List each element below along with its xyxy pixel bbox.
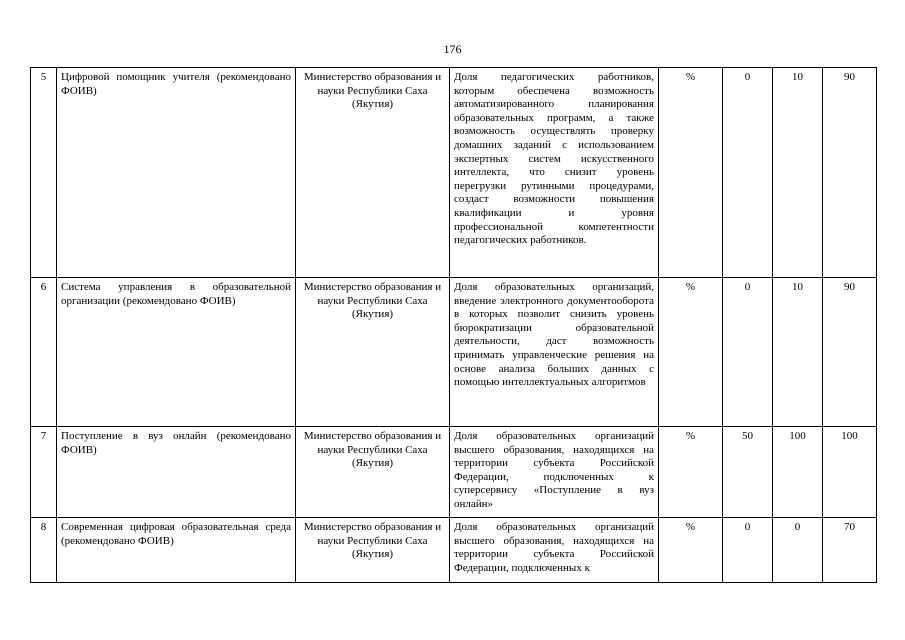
value-1: 0 <box>723 518 773 583</box>
unit: % <box>659 68 723 278</box>
indicator-description: Доля образовательных организаций, введение электронного документооборота в которых позволит снизить уровень бюрократизации образовательной деятельности, даст возможность принимать управленческие решения на основе анализа больших данных с помощью интеллектуальных алгоритмов <box>450 278 659 427</box>
value-3: 90 <box>823 278 877 427</box>
value-2: 10 <box>773 68 823 278</box>
table-row <box>31 68 877 278</box>
unit: % <box>659 427 723 518</box>
table-row <box>31 427 877 518</box>
value-3: 70 <box>823 518 877 583</box>
value-1: 0 <box>723 68 773 278</box>
value-2: 100 <box>773 427 823 518</box>
project-name: Поступление в вуз онлайн (рекомендовано ФОИВ) <box>57 427 296 518</box>
project-name: Цифровой помощник учителя (рекомендовано ФОИВ) <box>57 68 296 278</box>
project-name: Современная цифровая образовательная среда (рекомендовано ФОИВ) <box>57 518 296 583</box>
table-row <box>31 278 877 427</box>
table-row <box>31 518 877 583</box>
value-3: 90 <box>823 68 877 278</box>
value-3: 100 <box>823 427 877 518</box>
value-1: 50 <box>723 427 773 518</box>
unit: % <box>659 278 723 427</box>
row-number: 8 <box>31 518 57 583</box>
page-number: 176 <box>443 42 462 56</box>
value-2: 10 <box>773 278 823 427</box>
indicator-description: Доля педагогических работников, которым обеспечена возможность автоматизированного планирования образовательных программ, а также возможность осуществлять проверку домашних заданий с использованием экспертных систем искусственного интеллекта, что снизит уровень перегрузки рутинными процедурами, создаст возможности повышения квалификации и уровня профессиональной компетентности педагогических работников. <box>450 68 659 278</box>
row-number: 5 <box>31 68 57 278</box>
row-number: 6 <box>31 278 57 427</box>
value-1: 0 <box>723 278 773 427</box>
responsible-ministry: Министерство образования и науки Республики Саха (Якутия) <box>296 68 450 278</box>
project-name: Система управления в образовательной организации (рекомендовано ФОИВ) <box>57 278 296 427</box>
responsible-ministry: Министерство образования и науки Республики Саха (Якутия) <box>296 427 450 518</box>
unit: % <box>659 518 723 583</box>
responsible-ministry: Министерство образования и науки Республики Саха (Якутия) <box>296 518 450 583</box>
row-number: 7 <box>31 427 57 518</box>
indicators-table <box>30 67 877 583</box>
value-2: 0 <box>773 518 823 583</box>
indicator-description: Доля образовательных организаций высшего образования, находящихся на территории субъекта Российской Федерации, подключенных к суперсервису «Поступление в вуз онлайн» <box>450 427 659 518</box>
indicator-description: Доля образовательных организаций высшего образования, находящихся на территории субъекта Российской Федерации, подключенных к <box>450 518 659 583</box>
responsible-ministry: Министерство образования и науки Республики Саха (Якутия) <box>296 278 450 427</box>
